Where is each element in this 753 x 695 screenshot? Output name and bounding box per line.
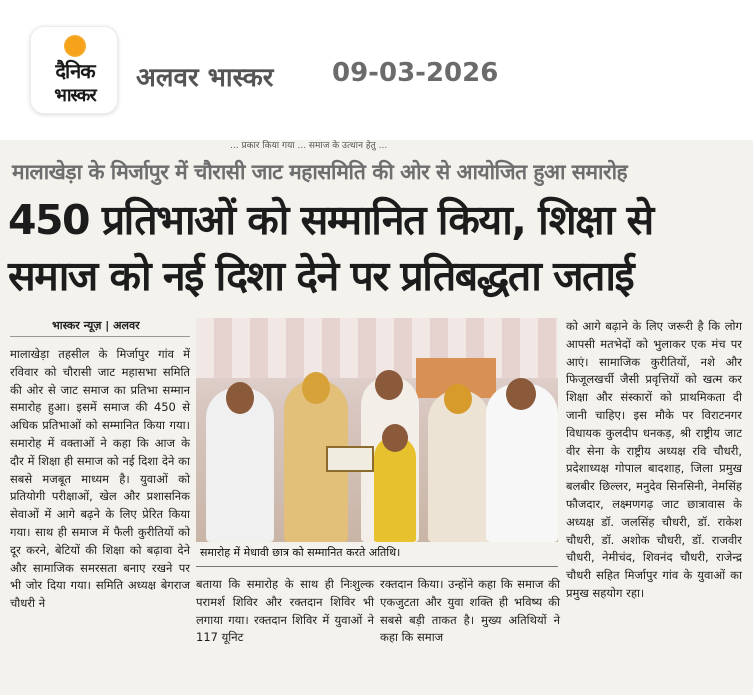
person-figure: [486, 384, 558, 542]
logo-line2: भास्कर: [54, 85, 96, 106]
headline-line-1: 450 प्रतिभाओं को सम्मानित किया, शिक्षा से: [8, 196, 653, 244]
byline-divider: [10, 336, 190, 337]
article-column-4: को आगे बढ़ाने के लिए जरूरी है कि लोग आपसी मतभेदों को भुलाकर एक मंच पर आएं। सामाजिक कुरीतियों, नशे और फिजूलखर्ची जैसी प्रवृत्तियों को खत्म कर शिक्षा और संस्कारों को प्राथमिकता दी जानी चाहिए। इस मौके पर विराटनगर विधायक कुलदीप धनकड़, श्री राष्ट्रीय जाट वीर सेना के राष्ट्रीय अध्यक्ष रवि चौधरी, प्रदेशाध्यक्ष गोपाल बादशाह, जिला प्रमुख बलबीर छिल्लर, मनुदेव सिनसिनी, नेमसिंह फौजदार, लक्ष्मणगढ़ जाट छात्रावास के अध्यक्ष डॉ. जलसिंह चौधरी, डॉ. राकेश चौधरी, डॉ. अशोक चौधरी, डॉ. राजवीर चौधरी, नेमीचंद, शिवनंद चौधरी, राजेन्द्र चौधरी सहित मिर्जापुर गांव के युवाओं का प्रमुख सहयोग रहा।: [566, 319, 742, 600]
student-figure: [374, 436, 416, 542]
article-column-3: रक्तदान किया। उन्होंने कहा कि समाज की एकजुटता और युवा शक्ति ही भविष्य की सबसे बड़ी ताकत है। मुख्य अतिथियों ने कहा कि समाज: [380, 577, 560, 645]
photo-caption: समारोह में मेधावी छात्र को सम्मानित करते अतिथि।: [196, 542, 558, 564]
byline: भास्कर न्यूज़ | अलवर: [52, 319, 140, 332]
cropped-top-text: ... प्रकार किया गया ... समाज के उत्थान हेतु ...: [230, 141, 388, 151]
logo-line1: दैनिक: [55, 59, 95, 83]
article-kicker: मालाखेड़ा के मिर्जापुर में चौरासी जाट महासमिति की ओर से आयोजित हुआ समारोह: [12, 160, 628, 184]
person-figure: [206, 388, 274, 542]
person-figure: [428, 390, 490, 542]
dainik-bhaskar-logo[interactable]: [30, 26, 118, 114]
newspaper-clipping: [0, 140, 753, 695]
article-column-2: बताया कि समारोह के साथ ही निःशुल्क परामर्श शिविर और रक्तदान शिविर भी लगाया गया। रक्तदान शिविर में युवाओं ने 117 यूनिट: [196, 577, 374, 645]
memento-frame: [326, 446, 374, 472]
caption-divider: [196, 566, 558, 567]
photo-tent-backdrop: [196, 318, 558, 378]
sun-icon: [64, 35, 86, 57]
edition-date: 09-03-2026: [332, 58, 499, 88]
event-photo: [196, 318, 558, 542]
article-column-1: मालाखेड़ा तहसील के मिर्जापुर गांव में रविवार को चौरासी जाट महासभा समिति की ओर से जाट समाज का प्रतिभा सम्मान समारोह हुआ। इसमें समाज की 450 से अधिक प्रतिभाओं को सम्मानित किया गया। समारोह में वक्ताओं ने कहा कि आज के दौर में शिक्षा ही समाज को नई दिशा देने का सबसे मजबूत माध्यम है। युवाओं को प्रतियोगी परीक्षाओं, खेल और प्रशासनिक सेवाओं में आगे बढ़ने के लिए प्रेरित किया गया। साथ ही समाज में फैली कुरीतियों को दूर करने, बेटियों की शिक्षा को बढ़ावा देने और सामाजिक समरसता बनाए रखने पर भी जोर दिया गया। समिति अध्यक्ष बेगराज चौधरी ने: [10, 347, 190, 611]
app-header: [0, 0, 753, 140]
headline-line-2: समाज को नई दिशा देने पर प्रतिबद्धता जताई: [8, 252, 634, 300]
edition-name: अलवर भास्कर: [136, 63, 274, 93]
